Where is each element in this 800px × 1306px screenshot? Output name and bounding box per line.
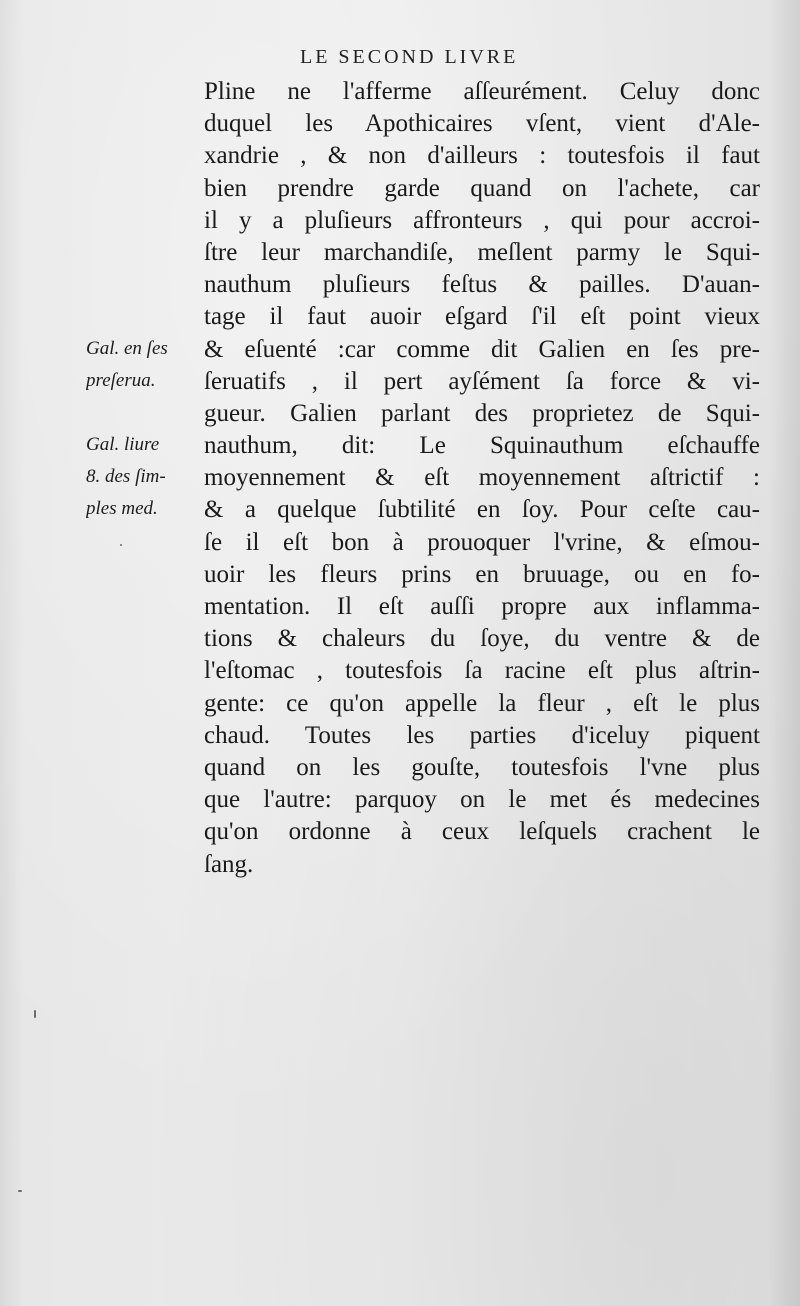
text-line: Pline ne l'afferme aſſeurément. Celuy donc (204, 78, 760, 105)
margin-note-galien-simples (86, 429, 200, 526)
margin-note-line: ples med. (86, 498, 158, 520)
text-line-last: ſang. (204, 850, 254, 878)
text-line: il y a pluſieurs affronteurs , qui pour accroi- (204, 206, 760, 234)
margin-note-line: preſerua. (86, 370, 156, 392)
text-line: xandrie , & non d'ailleurs : toutesfois il faut (204, 142, 760, 170)
text-line: ſe il eſt bon à prouoquer l'vrine, & eſmou- (204, 528, 760, 556)
text-line: mentation. Il eſt auſſi propre aux inflamma- (204, 593, 760, 620)
text-line: nauthum, dit: Le Squinauthum eſchauffe (204, 432, 760, 460)
paper-speck (18, 1190, 22, 1192)
text-line: tions & chaleurs du ſoye, du ventre & de (204, 625, 760, 653)
text-line: chaud. Toutes les parties d'iceluy piquent (204, 721, 760, 749)
text-line: l'eſtomac , toutesfois ſa racine eſt plus aſtrin- (204, 657, 760, 685)
paper-speck (34, 1010, 36, 1018)
margin-note-line: Gal. liure (86, 434, 160, 455)
text-line: ſeruatifs , il pert ayſément ſa force & vi- (204, 367, 760, 395)
text-line: tage il faut auoir eſgard ſ'il eſt point vieux (204, 303, 760, 331)
text-line: que l'autre: parquoy on le met és medecines (204, 786, 760, 814)
text-line: gente: ce qu'on appelle la fleur , eſt le plus (204, 689, 760, 717)
text-line: gueur. Galien parlant des proprietez de Squi- (204, 399, 760, 427)
paper-speck (120, 544, 122, 546)
text-line: uoir les fleurs prins en bruuage, ou en fo- (204, 560, 760, 588)
text-line: nauthum pluſieurs feſtus & pailles. D'auan- (204, 271, 760, 299)
margin-note-line: 8. des ſim- (86, 466, 166, 488)
text-line: duquel les Apothicaires vſent, vient d'Ale- (204, 110, 760, 138)
running-head: LE SECOND LIVRE (300, 46, 519, 68)
margin-note-galien-preservatifs (86, 333, 200, 397)
text-line: bien prendre garde quand on l'achete, car (204, 174, 760, 202)
margin-note-line: Gal. en ſes (86, 338, 168, 359)
text-line: moyennement & eſt moyennement aſtrictif : (204, 464, 760, 492)
text-line: quand on les gouſte, toutesfois l'vne plus (204, 753, 760, 781)
text-line: ſtre leur marchandiſe, meſlent parmy le Squi- (204, 238, 760, 266)
main-text-block (204, 76, 760, 881)
text-line: qu'on ordonne à ceux leſquels crachent le (204, 818, 760, 846)
text-line: & eſuenté :car comme dit Galien en ſes pre- (204, 335, 760, 363)
text-line: & a quelque ſubtilité en ſoy. Pour ceſte cau- (204, 496, 760, 524)
